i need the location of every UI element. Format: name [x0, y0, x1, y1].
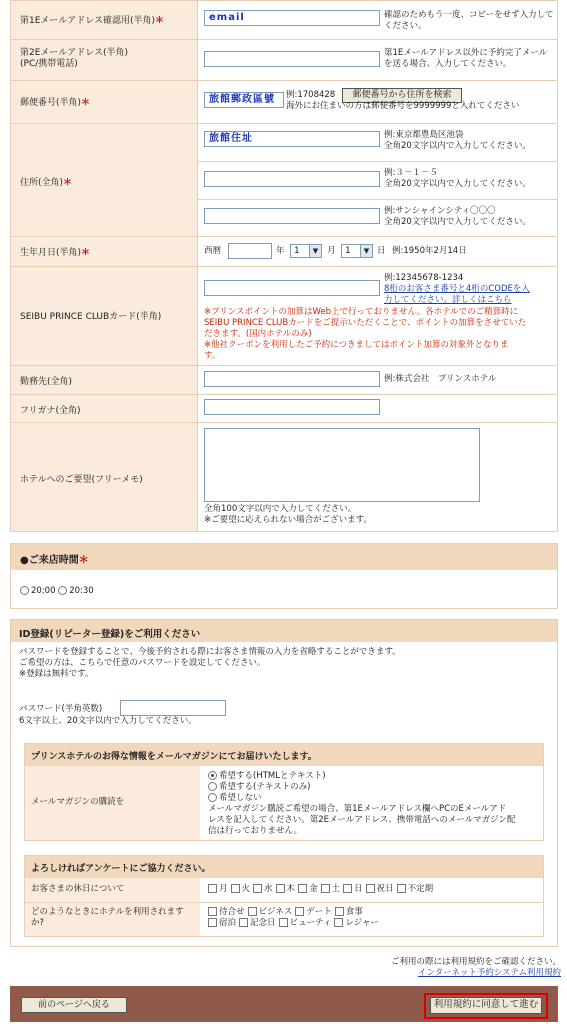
chevron-down-icon: ▼: [360, 245, 372, 257]
magazine-title: プリンスホテルのお得な情報をメールマガジンにてお届けいたします。: [31, 752, 317, 762]
survey-q1: お客さまの休日について: [31, 884, 125, 894]
checkbox-label: 月: [219, 884, 228, 894]
request-label: ホテルへのご要望(フリーメモ): [20, 475, 143, 485]
checkbox-icon: [279, 918, 288, 927]
arrival-title: ●ご来店時間＊: [20, 555, 89, 566]
magazine-option-text[interactable]: 希望する(テキストのみ): [208, 782, 538, 793]
furigana-input[interactable]: [204, 399, 380, 415]
address-label: 住所(全角)＊: [20, 178, 73, 188]
divider: [11, 394, 557, 395]
zip-input[interactable]: 旅館郵政區號: [204, 92, 284, 108]
checkbox-option[interactable]: [295, 907, 332, 917]
chevron-down-icon: ▼: [309, 245, 321, 257]
checkbox-icon: [208, 918, 217, 927]
checkbox-icon: [397, 884, 406, 893]
checkbox-label: レジャー: [345, 918, 379, 928]
request-notes: 全角100文字以内で入力してください。 ※ご要望に応えられない場合がございます。: [204, 504, 372, 525]
required-mark: ＊: [155, 16, 165, 26]
checkbox-label: 食事: [345, 907, 363, 917]
checkbox-label: 待合せ: [219, 907, 245, 917]
arrival-option-2[interactable]: 20:30: [58, 586, 94, 596]
office-example: 例:株式会社 プリンスホテル: [384, 374, 497, 384]
address-input-2[interactable]: [204, 171, 380, 187]
email-confirm-note: 確認のためもう一度、コピーをせず入力してください。: [384, 10, 554, 31]
radio-icon: [58, 586, 67, 595]
checkbox-icon: [321, 884, 330, 893]
divider: [11, 422, 557, 423]
checkbox-option[interactable]: [239, 918, 276, 928]
birth-day-unit: 日: [377, 246, 386, 256]
checkbox-label: 宿泊: [219, 918, 237, 928]
divider: [197, 161, 557, 162]
checkbox-label: 記念日: [250, 918, 276, 928]
seibu-help-link[interactable]: 8桁のお客さま番号と4桁のCODEを入 力してください。詳しくはこちら: [384, 284, 530, 305]
divider: [25, 902, 543, 903]
birth-era: 西暦: [204, 246, 222, 256]
id-description: パスワードを登録することで、今後予約される際にお客さま情報の入力を省略することができます。 ご希望の方は、こちらで任意のパスワードを設定してください。 ※登録は無料です。: [19, 647, 401, 679]
divider: [11, 236, 557, 237]
checkbox-icon: [298, 884, 307, 893]
checkbox-label: 火: [241, 884, 251, 894]
survey-title: よろしければアンケートにご協力ください。: [31, 864, 211, 874]
checkbox-label: 日: [354, 884, 363, 894]
checkbox-icon: [239, 918, 248, 927]
checkbox-icon: [335, 907, 344, 916]
holiday-checkboxes: [208, 884, 436, 895]
checkbox-icon: [253, 884, 262, 893]
password-label: パスワード(半角英数): [19, 704, 103, 714]
divider: [197, 199, 557, 200]
checkbox-icon: [208, 907, 217, 916]
checkbox-icon: [343, 884, 352, 893]
seibu-card-input[interactable]: [204, 280, 380, 296]
furigana-label: フリガナ(全角): [20, 406, 81, 416]
checkbox-option[interactable]: [276, 884, 296, 894]
checkbox-option[interactable]: [279, 918, 332, 928]
column-divider: [197, 1, 198, 531]
radio-icon: [208, 782, 217, 791]
checkbox-label: 祝日: [376, 884, 394, 894]
zip-note: 海外にお住まいの方は郵便番号を9999999と入れてください: [286, 101, 520, 111]
checkbox-option[interactable]: [208, 907, 245, 917]
email-confirm-label: 第1Eメールアドレス確認用(半角)＊: [20, 16, 165, 26]
terms-link[interactable]: インターネット予約システム利用規約: [418, 968, 561, 978]
zip-search-button[interactable]: 郵便番号から住所を検索: [342, 88, 462, 103]
checkbox-icon: [334, 918, 343, 927]
checkbox-label: 金: [309, 884, 318, 894]
checkbox-option[interactable]: [321, 884, 341, 894]
checkbox-label: ビューティ: [289, 918, 332, 928]
required-mark: ＊: [63, 178, 73, 188]
birth-month-unit: 月: [327, 246, 336, 256]
checkbox-icon: [208, 884, 217, 893]
address-input-1[interactable]: 旅館住址: [204, 131, 380, 147]
checkbox-label: デート: [306, 907, 332, 917]
birth-day-select[interactable]: 1 ▼: [341, 244, 373, 258]
seibu-label: SEIBU PRINCE CLUBカード(半角): [20, 312, 162, 322]
magazine-option-html[interactable]: 希望する(HTMLとテキスト): [208, 771, 538, 782]
zip-example: 例:1708428: [286, 90, 336, 100]
checkbox-icon: [366, 884, 375, 893]
survey-q2: どのようなときにホテルを利用されます か?: [31, 907, 184, 928]
checkbox-label: 木: [286, 884, 296, 894]
address-example-1: 例:東京都豊島区池袋 全角20文字以内で入力してください。: [384, 130, 531, 151]
arrival-options: [20, 586, 94, 596]
address-example-2: 例:３－１－５ 全角20文字以内で入力してください。: [384, 168, 531, 189]
password-input[interactable]: [120, 700, 226, 716]
id-title: ID登録(リピーター登録)をご利用ください: [19, 629, 201, 640]
usage-checkboxes-row1: [208, 907, 366, 918]
birth-year-unit: 年: [276, 246, 285, 256]
divider: [11, 80, 557, 81]
usage-checkboxes-row2: [208, 918, 382, 929]
required-mark: ＊: [81, 248, 91, 258]
agree-button[interactable]: 利用規約に同意して進む: [430, 997, 542, 1014]
divider: [11, 123, 557, 124]
zip-label: 郵便番号(半角)＊: [20, 98, 91, 108]
arrival-section: [10, 543, 558, 609]
arrival-option-1[interactable]: 20:00: [20, 586, 56, 596]
checkbox-label: ビジネス: [258, 907, 293, 917]
checkbox-label: 土: [331, 884, 341, 894]
email2-input[interactable]: [204, 51, 380, 67]
terms-note: ご利用の際には利用規約をご確認ください。 インターネット予約システム利用規約: [376, 957, 561, 979]
checkbox-option[interactable]: [208, 884, 228, 894]
checkbox-icon: [231, 884, 240, 893]
request-textarea[interactable]: [204, 428, 480, 502]
birth-label: 生年月日(半角)＊: [20, 248, 91, 258]
office-label: 勤務先(全角): [20, 377, 73, 387]
birth-example: 例:1950年2月14日: [392, 246, 467, 256]
magazine-options: 希望する(HTMLとテキスト) 希望する(テキストのみ) 希望しない メールマガジン購読ご希望の場合、第1Eメールアドレス欄へPCのEメールアド レスを記入してください。第2Eメールアドレス、携帯電話へのメールマガジン配 信は行っておりません。: [208, 771, 538, 837]
birth-month-select[interactable]: 1 ▼: [290, 244, 322, 258]
checkbox-label: 水: [264, 884, 273, 894]
radio-icon: [208, 793, 217, 802]
back-button[interactable]: 前のページへ戻る: [21, 997, 127, 1013]
checkbox-option[interactable]: [231, 884, 251, 894]
email2-note: 第1Eメールアドレス以外に予約完了メールを送る場合、入力してください。: [384, 48, 548, 69]
email2-label: 第2Eメールアドレス(半角) (PC/携帯電話): [20, 48, 128, 69]
address-input-3[interactable]: [204, 208, 380, 224]
radio-icon: [20, 586, 29, 595]
checkbox-option[interactable]: [208, 918, 236, 928]
divider: [11, 39, 557, 40]
radio-icon: [208, 771, 217, 780]
checkbox-option[interactable]: [366, 884, 394, 894]
checkbox-option[interactable]: [248, 907, 293, 917]
checkbox-icon: [248, 907, 257, 916]
required-mark: ＊: [78, 555, 89, 566]
address-example-3: 例:サンシャインシティ〇〇〇 全角20文字以内で入力してください。: [384, 206, 531, 227]
divider: [11, 365, 557, 366]
checkbox-icon: [276, 884, 285, 893]
password-note: 6文字以上、20文字以内で入力してください。: [19, 716, 197, 726]
checkbox-option[interactable]: [253, 884, 273, 894]
birth-year-input[interactable]: [228, 243, 272, 259]
magazine-option-none[interactable]: 希望しない: [208, 793, 538, 804]
checkbox-option[interactable]: [343, 884, 363, 894]
email-confirm-input[interactable]: email: [204, 10, 380, 26]
arrival-header: [11, 544, 557, 570]
checkbox-option[interactable]: [335, 907, 363, 917]
checkbox-option[interactable]: [334, 918, 379, 928]
checkbox-option[interactable]: [397, 884, 434, 894]
required-mark: ＊: [81, 98, 91, 108]
office-input[interactable]: [204, 371, 380, 387]
checkbox-label: 不定期: [407, 884, 434, 894]
seibu-notes: ※プリンスポイントの加算はWeb上で行っておりません。各ホテルでのご精算時に SEIBU PRINCE CLUBカードをご提示いただくことで、ポイントの加算をさせていた だきます。(国内ホテルのみ) ※他社クーポンを利用したご予約につきましてはポイント加算の対象外となりま す。: [204, 307, 527, 361]
seibu-example: 例:12345678-1234 8桁のお客さま番号と4桁のCODEを入 力してください。詳しくはこちら: [384, 273, 554, 306]
magazine-label: メールマガジンの購読を: [31, 797, 125, 807]
divider: [11, 266, 557, 267]
checkbox-option[interactable]: [298, 884, 318, 894]
checkbox-icon: [295, 907, 304, 916]
